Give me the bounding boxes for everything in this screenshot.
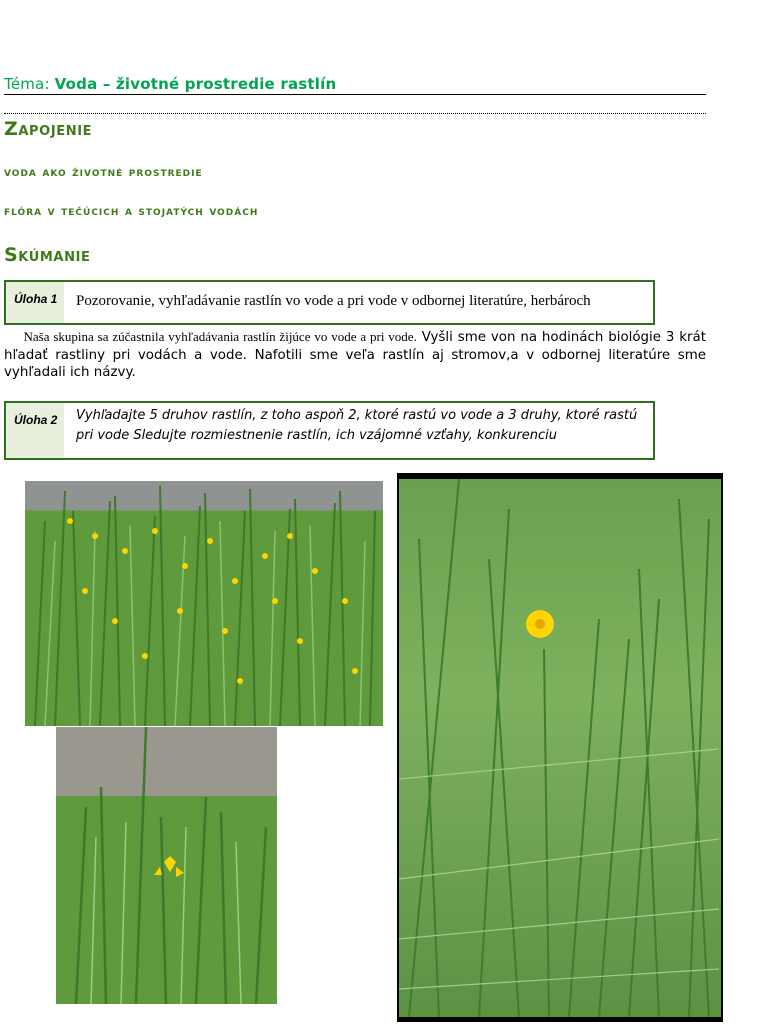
task-text-2: Vyhľadajte 5 druhov rastlín, z toho aspoň 2, ktoré rastú vo vode a 3 druhy, ktoré rastú pri vode Sledujte rozmiestnenie rastlín, ich vzájomné vzťahy, konkurenciu [76,408,638,443]
group-report-paragraph [4,328,706,382]
task-label-1: Úloha 1 [6,282,64,323]
task-label-2: Úloha 2 [6,403,64,458]
subheading-flora: flóra v tečúcich a stojatých vodách [4,204,259,219]
photo-yellow-goatsbeard [397,473,723,1022]
photo-yellow-iris [56,727,277,1004]
yellow-iris-image [56,727,277,1004]
topic-line [4,75,336,93]
heading-zapojenie: Zapojenie [4,118,93,140]
paragraph-part-1: Naša skupina sa zúčastnila vyhľadávania rastlín žijúce vo vode a pri vode. [23,329,417,344]
task-text-1: Pozorovanie, vyhľadávanie rastlín vo vode a pri vode v odbornej literatúre, herbároch [76,293,591,309]
topic-title: Voda – životné prostredie rastlín [54,75,337,93]
header-divider [4,94,706,95]
yellow-flower-in-grass-image [399,479,721,1017]
subheading-water-environment: voda ako životné prostredie [4,165,203,180]
dotted-divider [4,113,706,114]
topic-label: Téma: [4,75,50,93]
paragraph-part-2: Vyšli sme von na hodinách biológie 3 krát hľadať rastliny pri vodách a vode. Nafotili sme veľa rastlín aj stromov,a v odbornej literatúre sme vyhľadali ich názvy. [4,330,707,380]
task-box-1 [4,280,655,325]
photo-buttercups-by-water [25,481,383,726]
task-box-2 [4,401,655,460]
grass-with-yellow-flowers-image [25,481,383,726]
heading-skumanie: Skúmanie [4,244,91,266]
